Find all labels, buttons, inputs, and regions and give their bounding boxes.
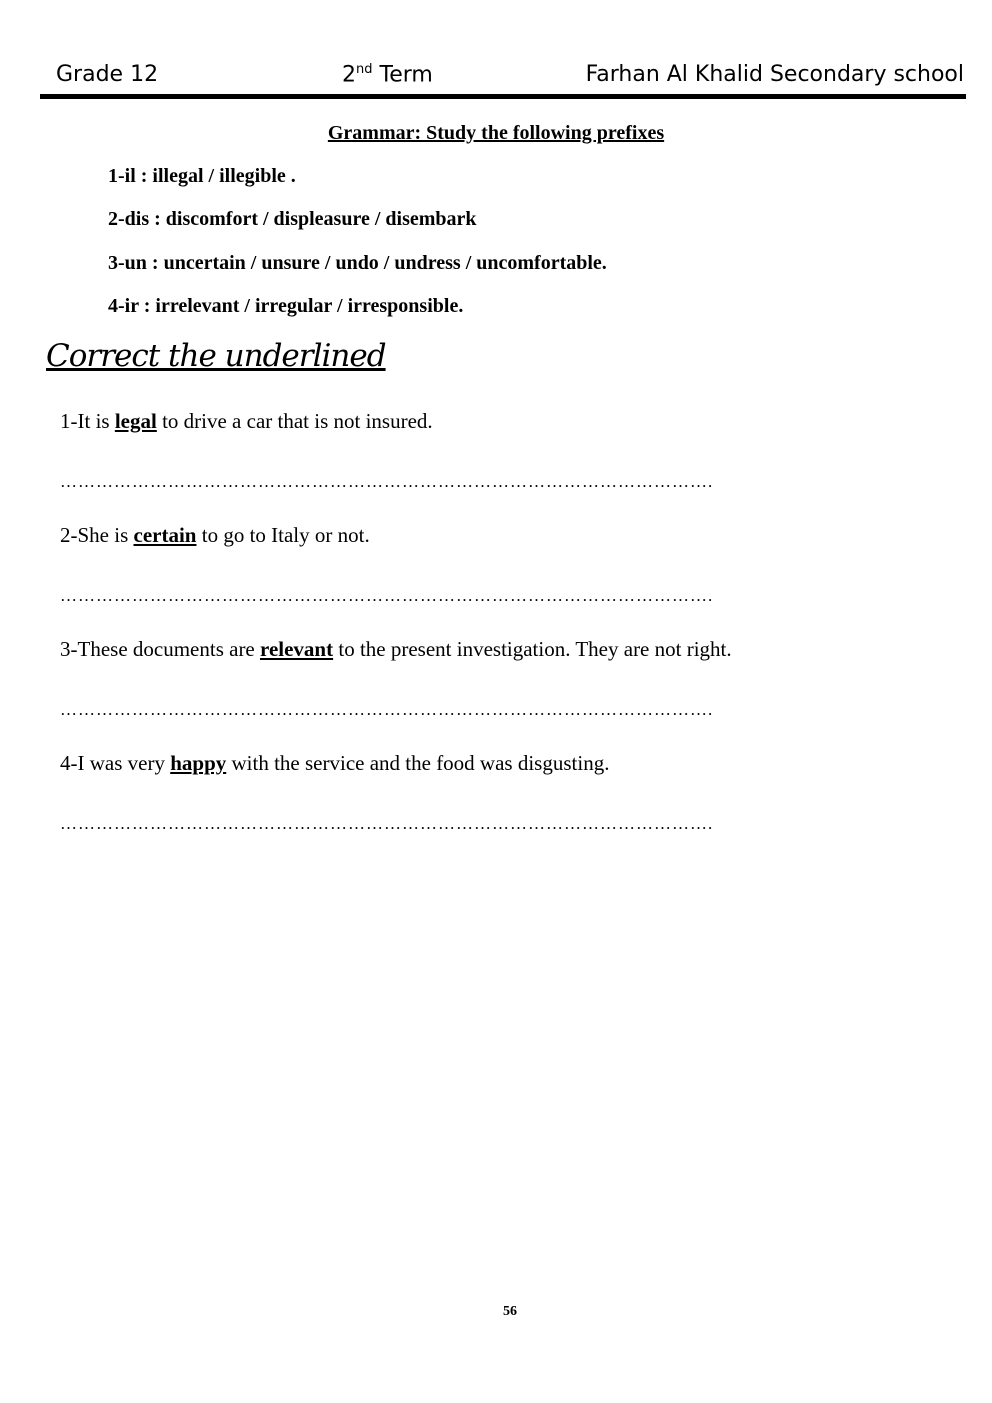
- prefix-item: 4-ir : irrelevant / irregular / irresponsible.: [108, 295, 464, 317]
- underlined-word: legal: [114, 409, 157, 433]
- header-grade: Grade 12: [56, 62, 159, 87]
- answer-line[interactable]: ……………………………………………………………………………………………….: [60, 700, 714, 719]
- underlined-word: relevant: [260, 637, 334, 661]
- sentence-before: 2-She is: [60, 523, 134, 547]
- prefix-item: 2-dis : discomfort / displeasure / disembark: [108, 208, 477, 230]
- term-number: 2: [342, 62, 356, 88]
- answer-line[interactable]: ……………………………………………………………………………………………….: [60, 586, 714, 605]
- underlined-word: certain: [133, 523, 197, 547]
- exercise-sentence: [60, 637, 732, 662]
- sentence-after: to drive a car that is not insured.: [156, 409, 433, 433]
- term-suffix: nd: [356, 62, 373, 77]
- page-header: [40, 60, 966, 99]
- prefix-item: 3-un : uncertain / unsure / undo / undress / uncomfortable.: [108, 252, 607, 274]
- answer-line[interactable]: ……………………………………………………………………………………………….: [60, 472, 714, 491]
- page-number: 56: [503, 1304, 517, 1319]
- exercise-sentence: [60, 409, 433, 434]
- header-term: [342, 62, 433, 87]
- answer-line[interactable]: ……………………………………………………………………………………………….: [60, 814, 714, 833]
- sentence-before: 1-It is: [60, 409, 115, 433]
- sentence-before: 4-I was very: [60, 751, 171, 775]
- underlined-word: happy: [170, 751, 227, 775]
- exercise-sentence: [60, 523, 370, 548]
- sentence-after: to go to Italy or not.: [196, 523, 370, 547]
- section-title: Correct the underlined: [46, 338, 386, 374]
- prefix-item: 1-il : illegal / illegible .: [108, 165, 296, 187]
- exercise-sentence: [60, 751, 609, 776]
- sentence-after: with the service and the food was disgusting.: [226, 751, 610, 775]
- grammar-title: Grammar: Study the following prefixes: [327, 122, 665, 144]
- term-word: Term: [372, 62, 433, 88]
- sentence-after: to the present investigation. They are not right.: [333, 637, 732, 661]
- sentence-before: 3-These documents are: [60, 637, 261, 661]
- header-school: Farhan Al Khalid Secondary school: [585, 62, 964, 87]
